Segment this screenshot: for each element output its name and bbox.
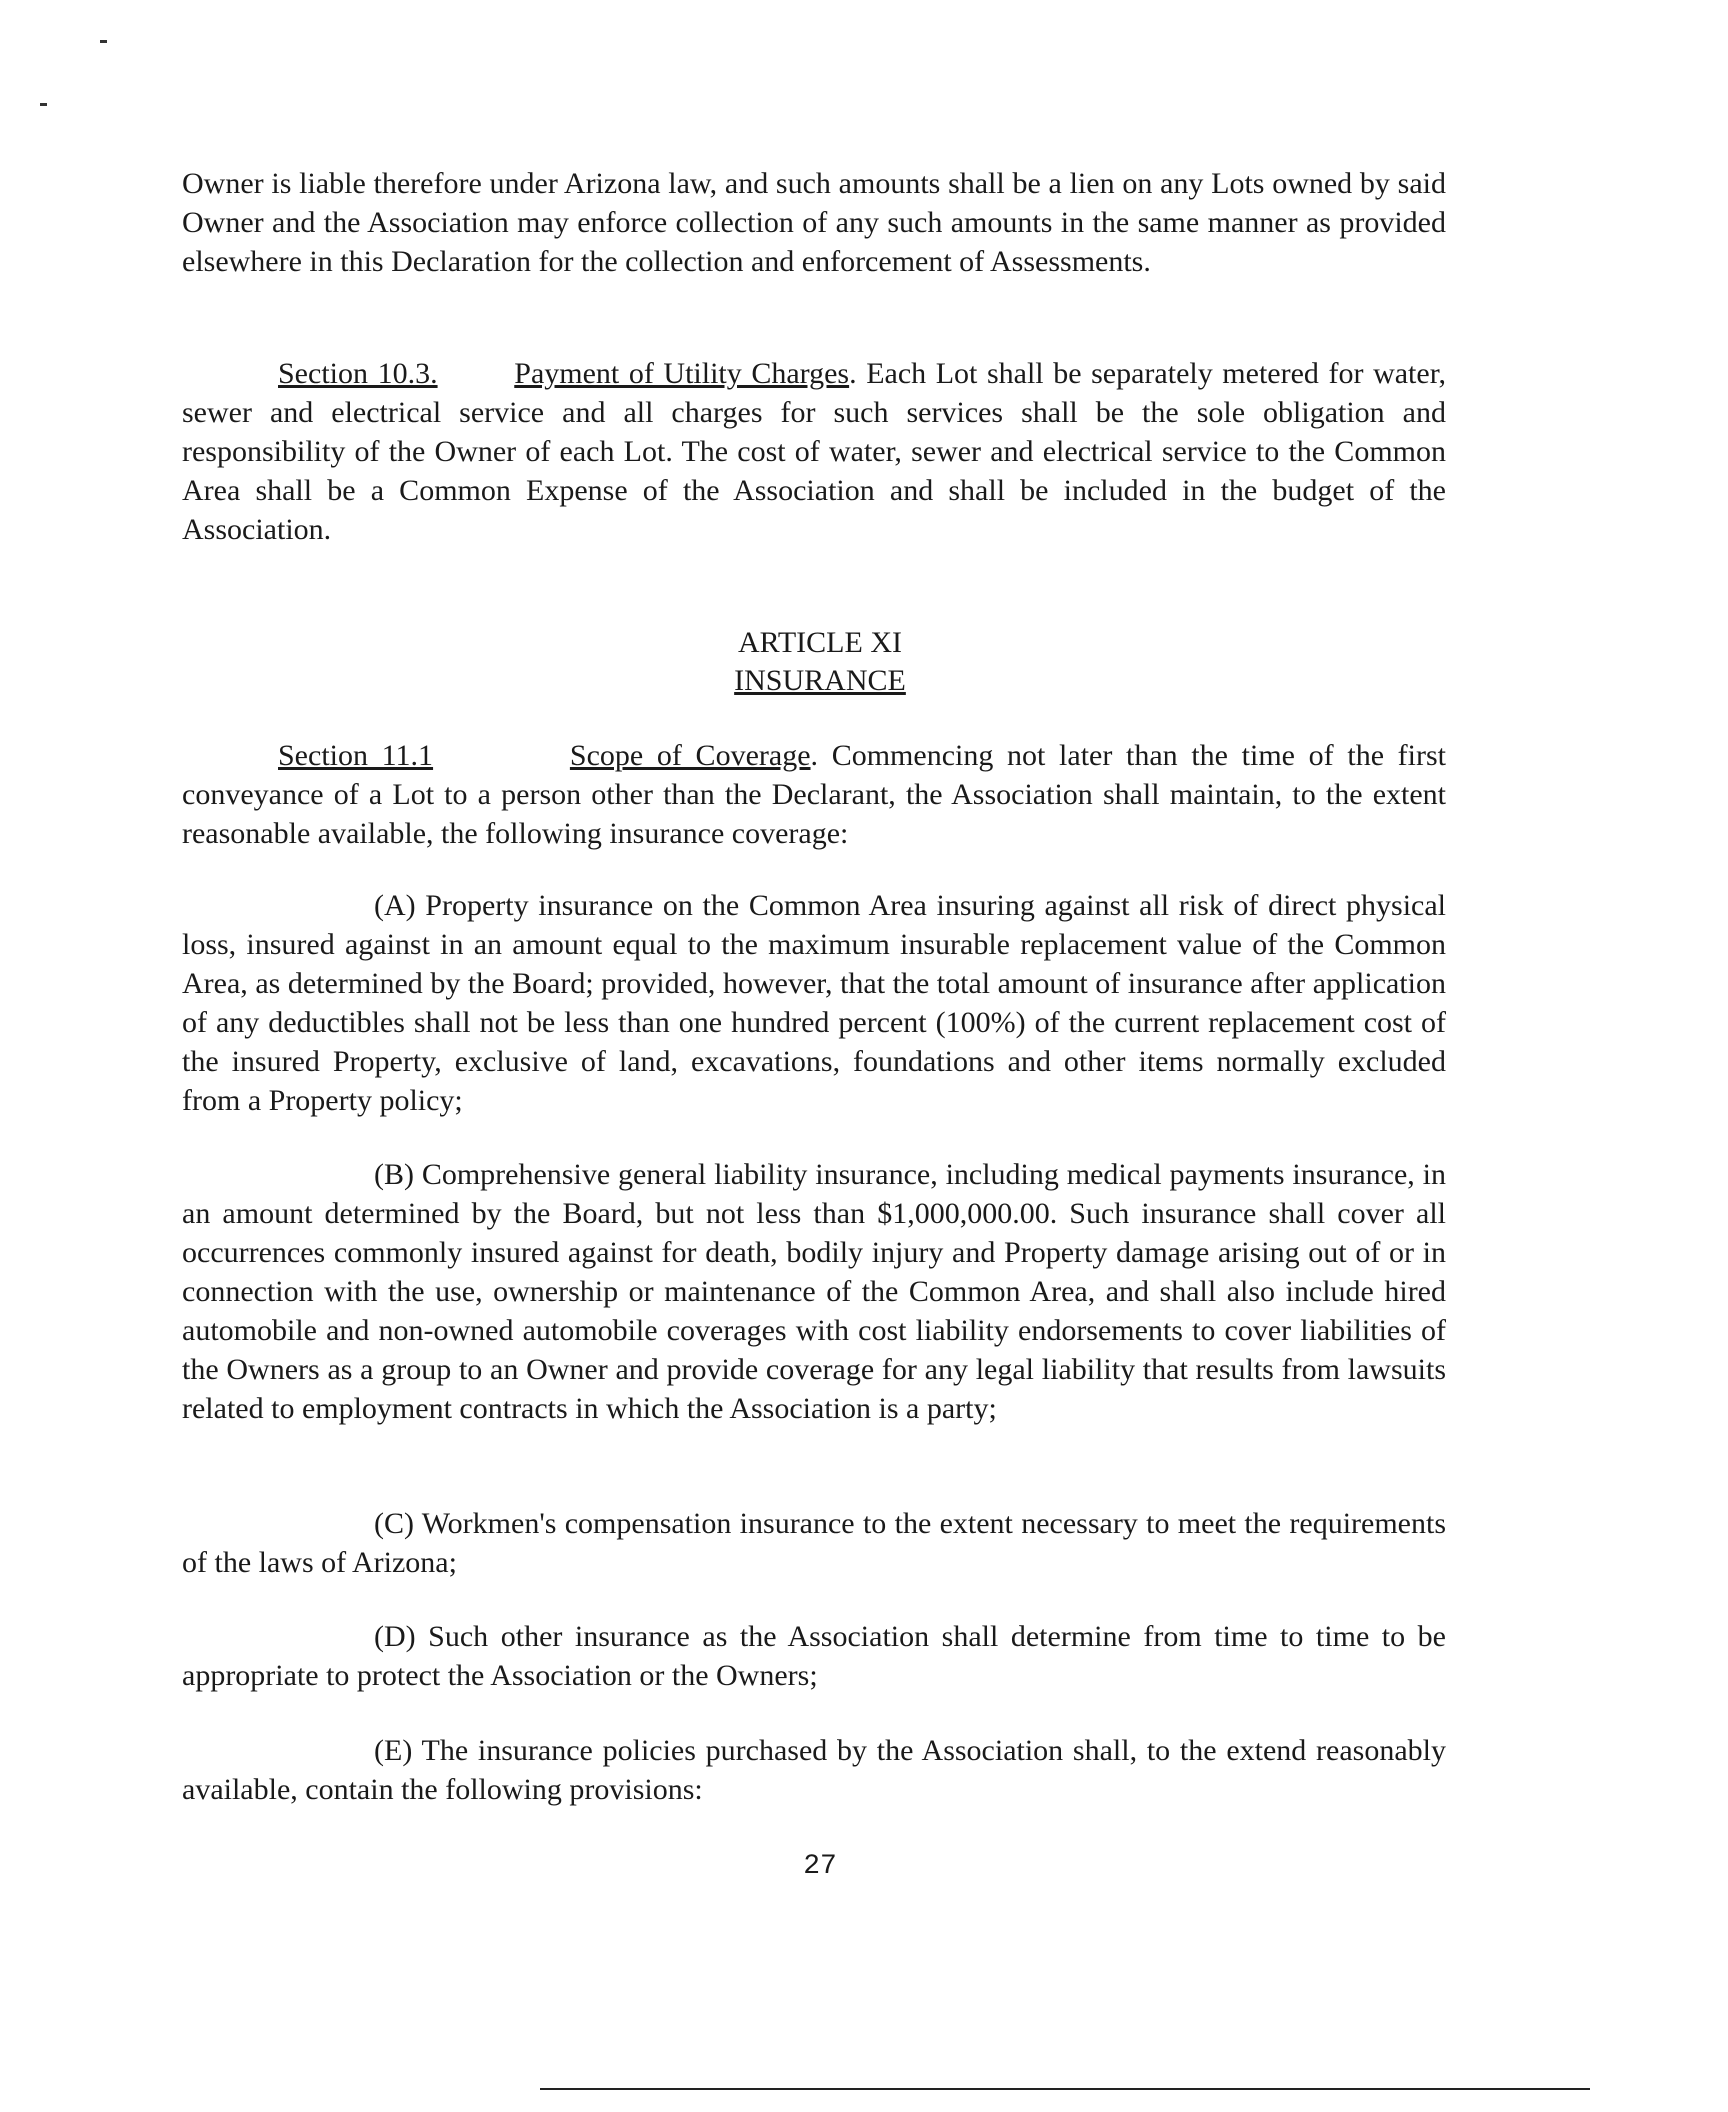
item-c: (C) Workmen's compensation insurance to the extent necessary to meet the requirements of the laws of Arizona; xyxy=(182,1507,1446,1579)
bottom-rule xyxy=(540,2088,1590,2090)
scan-mark xyxy=(40,103,47,106)
section-number: Section 10.3. xyxy=(278,357,438,390)
item-a: (A) Property insurance on the Common Area insuring against all risk of direct physical loss, insured against in an amount equal to the maximum insurable replacement value of the Common Area, as determined by the Board; provided, however, that the total amount of insurance after application of any deductibles shall not be less than one hundred percent (100%) of the current replacement cost of the insured Property, exclusive of land, excavations, foundations and other items normally excluded from a Property policy; xyxy=(182,889,1446,1117)
paragraph-text: Owner is liable therefore under Arizona law, and such amounts shall be a lien on any Lots owned by said Owner and the Association may enforce collection of any such amounts in the same manner as provided elsewhere in this Declaration for the collection and enforcement of Assessments. xyxy=(182,167,1446,278)
section-10-3 xyxy=(182,354,1446,549)
article-title: INSURANCE xyxy=(734,664,906,697)
section-text: . Commencing not later than the time of the first conveyance of a Lot to a person other than the Declarant, the Association shall maintain, to the extent reasonable available, the following insurance coverage: xyxy=(182,739,1447,850)
paragraph-continued xyxy=(182,164,1446,281)
section-text: . Each Lot shall be separately metered for water, sewer and electrical service and all charges for such services shall be the sole obligation and responsibility of the Owner of each Lot. The cost of water, sewer and electrical service to the Common Area shall be a Common Expense of the Association and shall be included in the budget of the Association. xyxy=(182,357,1446,546)
item-b: (B) Comprehensive general liability insurance, including medical payments insurance, in an amount determined by the Board, but not less than $1,000,000.00. Such insurance shall cover all occurrences commonly insured against for death, bodily injury and Property damage arising out of or in connection with the use, ownership or maintenance of the Common Area, and shall also include hired automobile and non-owned automobile coverages with cost liability endorsements to cover liabilities of the Owners as a group to an Owner and provide coverage for any legal liability that results from lawsuits related to employment contracts in which the Association is a party; xyxy=(182,1158,1446,1425)
section-number: Section 11.1 xyxy=(278,739,434,772)
item-e: (E) The insurance policies purchased by the Association shall, to the extend reasonably available, contain the following provisions: xyxy=(182,1734,1446,1806)
scan-mark xyxy=(100,40,107,43)
article-number: ARTICLE XI xyxy=(737,626,902,659)
item-d: (D) Such other insurance as the Association shall determine from time to time to be appropriate to protect the Association or the Owners; xyxy=(182,1620,1446,1692)
page-number: 27 xyxy=(803,1851,837,1882)
section-title: Scope of Coverage xyxy=(569,739,811,772)
section-11-1 xyxy=(182,736,1446,853)
section-title: Payment of Utility Charges xyxy=(514,357,850,390)
